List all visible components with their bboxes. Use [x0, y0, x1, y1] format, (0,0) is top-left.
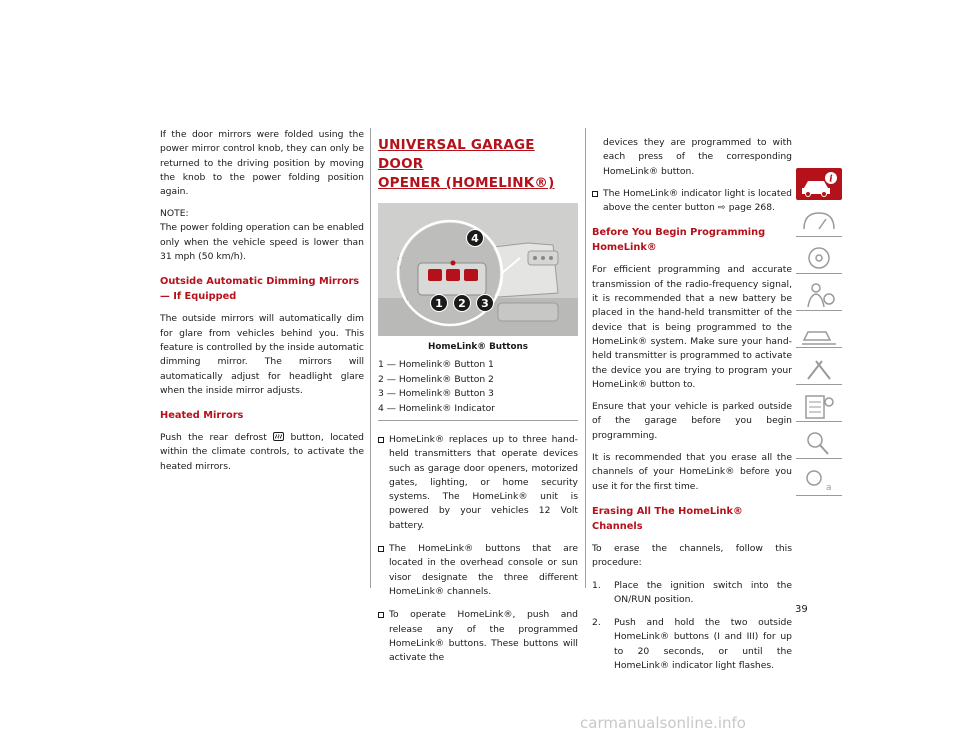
bullet-item: HomeLink® replaces up to three hand-held transmitters that operate devices such as garage door openers, motorized gates, lighting, or home security systems. The HomeLink® unit is powered by your vehicles 12 Volt battery. — [378, 433, 578, 533]
figure-legend — [378, 358, 578, 421]
tab-steering[interactable] — [796, 242, 842, 274]
checklist-icon — [796, 390, 842, 422]
bullet-item: The HomeLink® buttons that are located in the overhead console or sun visor designate the three different HomeLink® channels. — [378, 542, 578, 599]
left-column — [160, 128, 364, 482]
badge-4: 4 — [466, 229, 484, 247]
bullet-square-icon — [378, 546, 384, 552]
search-icon — [796, 427, 842, 459]
bullet-square-icon — [378, 612, 384, 618]
heated-mirrors-paragraph: Push the rear defrost button, located within the climate controls, to activate the heated mirrors. — [160, 432, 365, 472]
column-divider — [370, 128, 371, 588]
tab-emergency[interactable] — [796, 353, 842, 385]
page-number: 39 — [795, 604, 808, 615]
tools-icon — [796, 353, 842, 385]
legend-item: 1 — Homelink® Button 1 — [378, 359, 494, 370]
car-road-icon — [796, 316, 842, 348]
svg-text:a: a — [826, 483, 832, 493]
rear-defrost-icon — [273, 432, 284, 441]
bullet-item: The HomeLink® indicator light is located above the center button ⇨ page 268. — [592, 187, 792, 216]
car-info-icon — [796, 168, 842, 200]
tab-safety[interactable] — [796, 279, 842, 311]
middle-column — [378, 136, 578, 674]
overhead-console-illustration — [378, 203, 578, 336]
bullet-square-icon — [378, 437, 384, 443]
erasing-intro: To erase the channels, follow this procedure: — [592, 542, 792, 569]
note-text: The power folding operation can be enabled only when the vehicle speed is lower than 31 mph (50 km/h). — [160, 222, 364, 263]
legend-item: 4 — Homelink® Indicator — [378, 402, 495, 414]
svg-text:i: i — [829, 174, 833, 185]
step-item: 2. Push and hold the two outside HomeLink® buttons (I and III) for up to 20 seconds, or until the HomeLink® indicator light flashes. — [592, 617, 792, 672]
step-item: 1. Place the ignition switch into the ON/RUN position. — [592, 579, 792, 605]
before-paragraph-2: Ensure that your vehicle is parked outside of the garage before you begin programming. — [592, 401, 792, 441]
right-column — [592, 136, 792, 682]
tab-search[interactable] — [796, 427, 842, 459]
before-paragraph-1: For efficient programming and accurate transmission of the radio-frequency signal, it is recommended that a new battery be placed in the hand-held transmitter of the device that is being programmed to the HomeLink® system. Make sure your hand-held transmitter is programmed to activate the device you are trying to program your HomeLink® button to. — [592, 264, 792, 390]
indicator-bullet — [592, 187, 792, 216]
auto-dimming-heading: Outside Automatic Dimming Mirrors — If Equipped — [160, 276, 360, 303]
folding-paragraph: If the door mirrors were folded using the power mirror control knob, they can only be returned to the driving position by moving the knob to the power folding position again. — [160, 129, 364, 198]
chapter-tabs — [796, 168, 842, 501]
steering-wheel-icon — [796, 242, 842, 274]
index-icon — [796, 464, 842, 496]
badge-3: 3 — [476, 294, 494, 312]
homelink-figure — [378, 203, 578, 336]
continued-text: devices they are programmed to with each press of the corresponding HomeLink® button. — [603, 137, 792, 177]
figure-caption: HomeLink® Buttons — [427, 342, 529, 352]
auto-dimming-paragraph: The outside mirrors will automatically dim for glare from vehicles behind you. This feature is controlled by the inside automatic dimming mirror. The mirrors will automatically adjust for headlight glare when the inside mirror adjusts. — [160, 313, 364, 396]
page-reference-link[interactable]: page 268. — [728, 202, 776, 214]
note-label: NOTE: — [160, 208, 189, 220]
erase-steps — [592, 579, 792, 674]
before-programming-heading: Before You Begin Programming HomeLink® — [592, 227, 766, 254]
page-reference-arrow-icon: ⇨ — [717, 202, 726, 214]
bullet-square-icon — [592, 191, 598, 197]
badge-1: 1 — [430, 294, 448, 312]
tab-servicing[interactable] — [796, 390, 842, 422]
watermark: carmanualsonline.info — [580, 714, 746, 732]
heated-mirrors-heading: Heated Mirrors — [160, 410, 244, 422]
tab-driving[interactable] — [796, 316, 842, 348]
badge-2: 2 — [453, 294, 471, 312]
tab-getting-to-know-vehicle[interactable] — [796, 168, 842, 200]
section-title: UNIVERSAL GARAGE DOOR OPENER (HOMELINK®) — [378, 137, 555, 191]
before-paragraph-3: It is recommended that you erase all the channels of your HomeLink® before you use it for the first time. — [592, 452, 792, 492]
tab-dashboard[interactable] — [796, 205, 842, 237]
tab-index[interactable] — [796, 464, 842, 496]
legend-item: 3 — Homelink® Button 3 — [378, 388, 494, 399]
legend-item: 2 — Homelink® Button 2 — [378, 373, 494, 385]
bullet-item: To operate HomeLink®, push and release any of the programmed HomeLink® buttons. These buttons will activate the — [378, 608, 578, 665]
homelink-bullets — [378, 433, 578, 665]
dashboard-icon — [796, 205, 842, 237]
column-divider — [585, 128, 586, 588]
seatbelt-person-icon — [796, 279, 842, 311]
erasing-heading: Erasing All The HomeLink® Channels — [592, 505, 743, 532]
